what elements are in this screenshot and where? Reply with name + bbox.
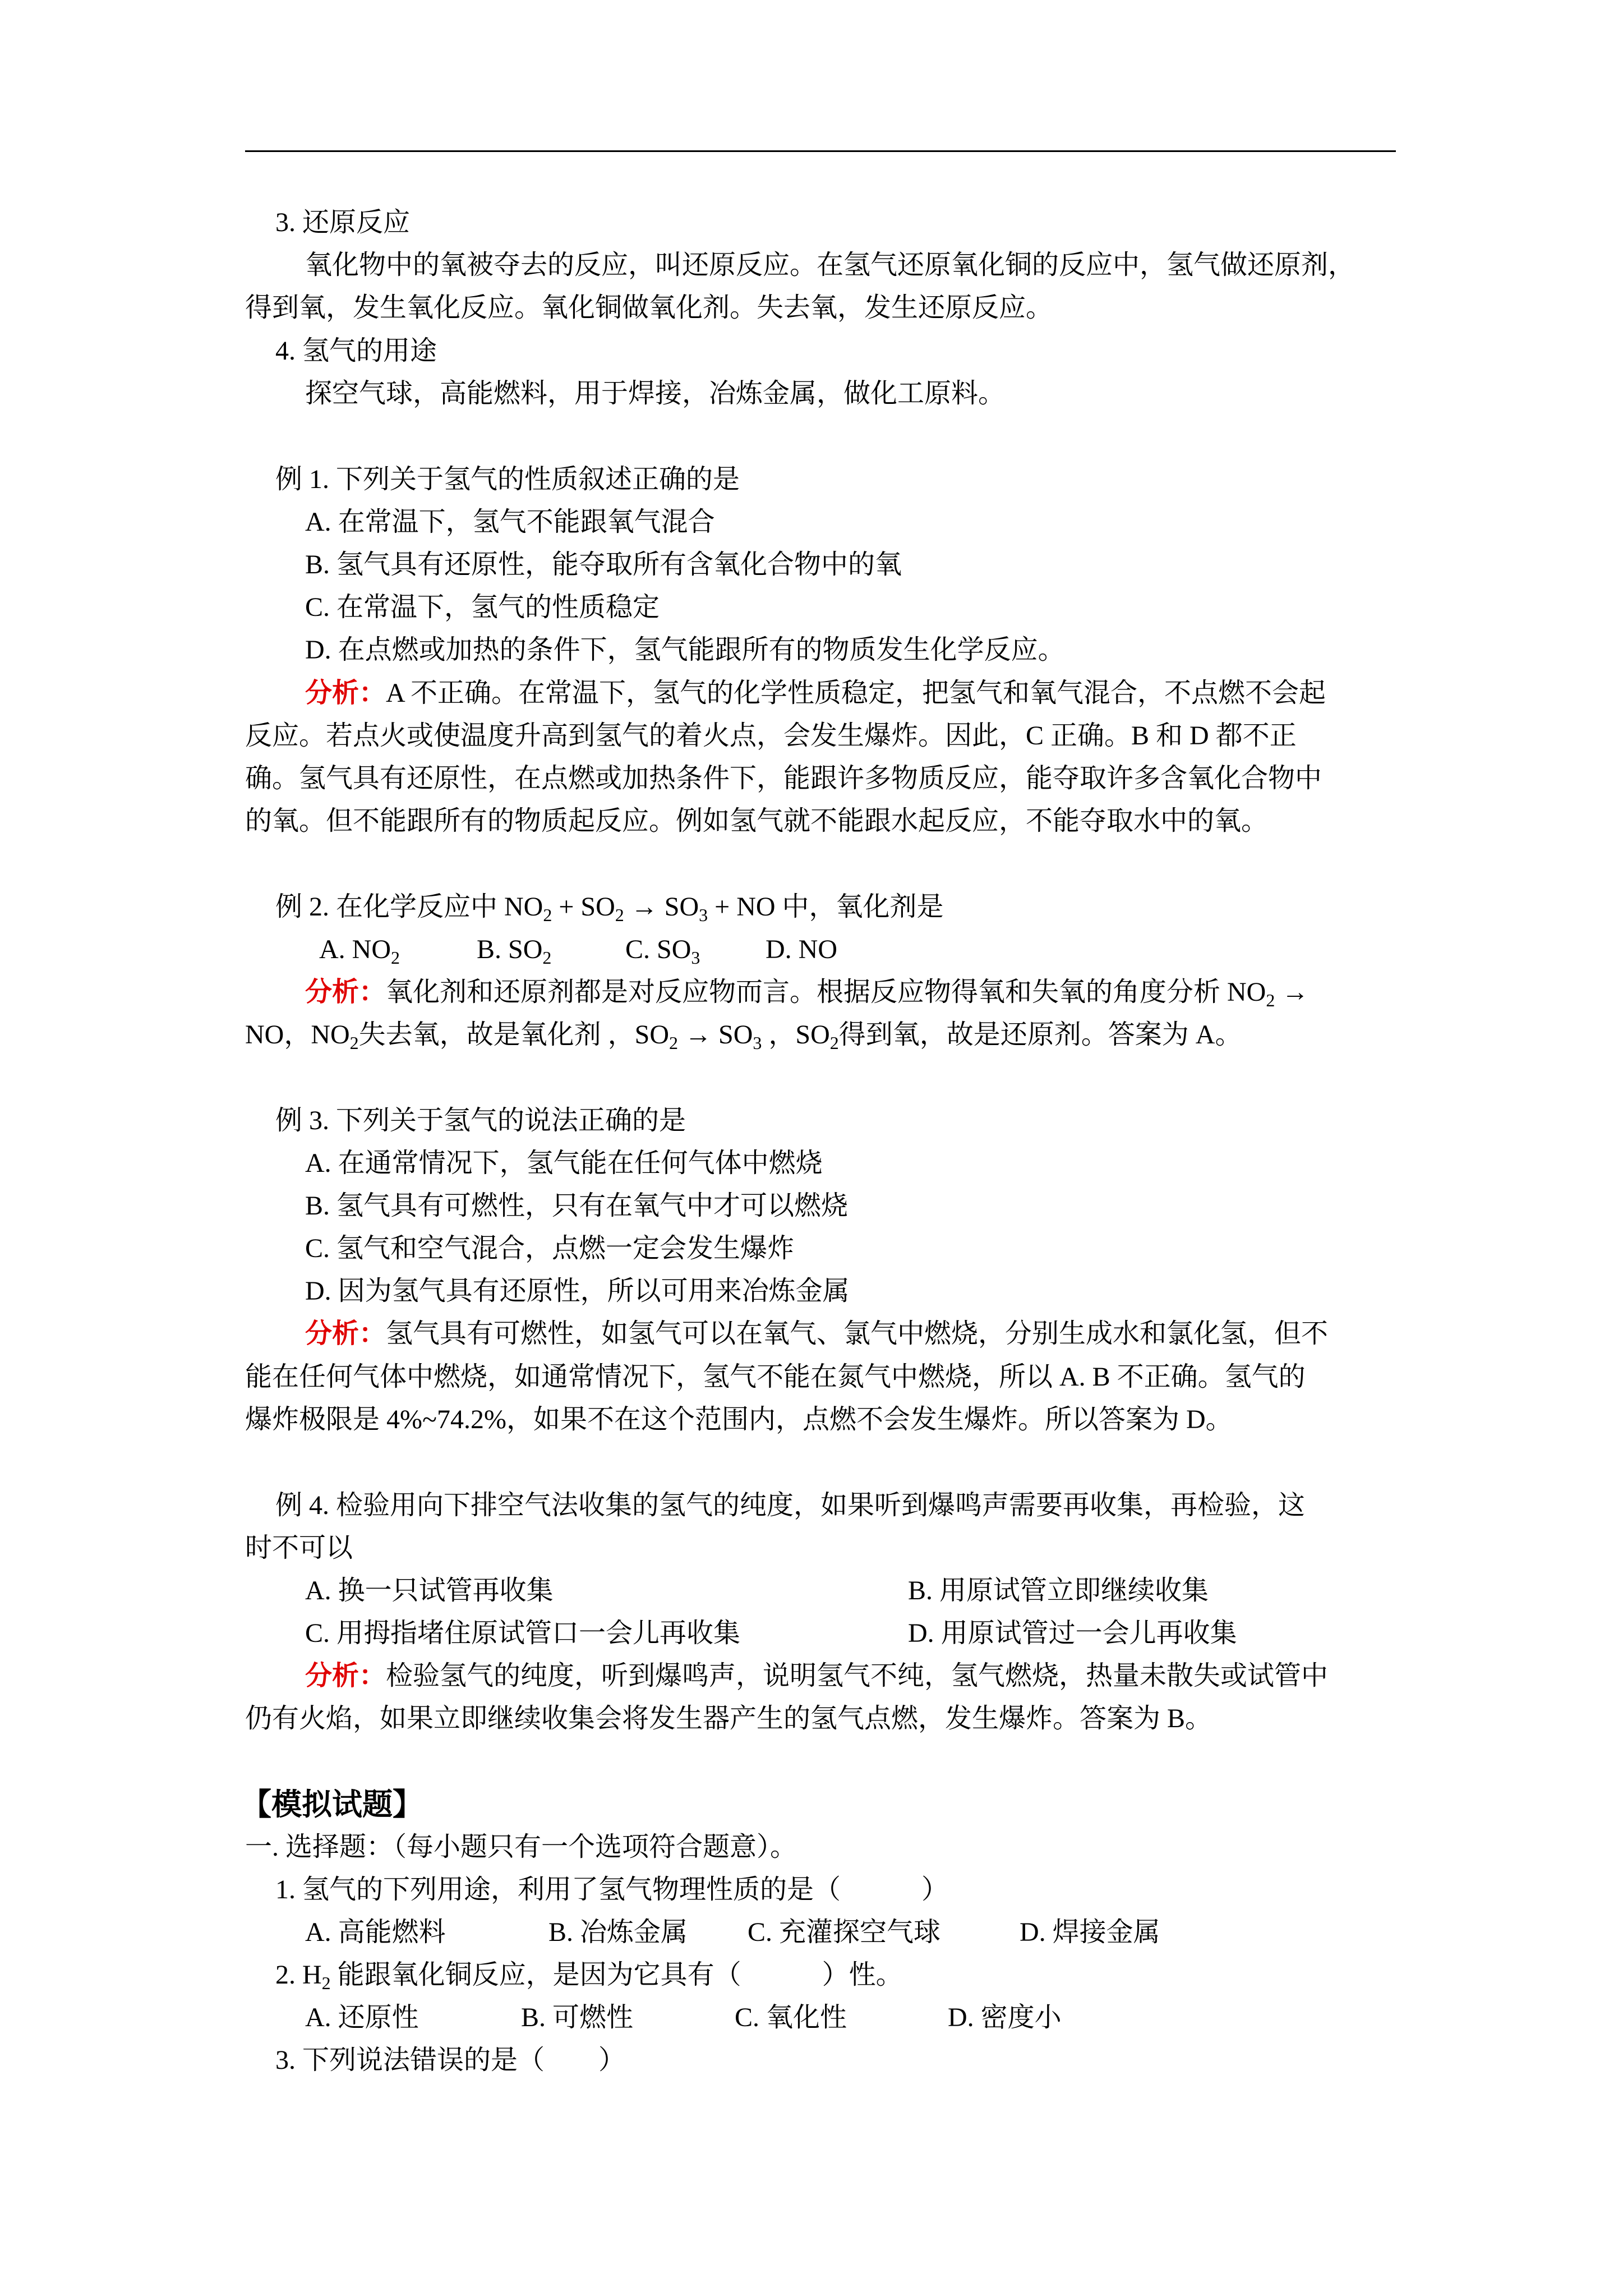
- analysis-line: 的氧。但不能跟所有的物质起反应。例如氢气就不能跟水起反应，不能夺取水中的氧。: [245, 806, 1269, 836]
- option-c: C. 充灌探空气球: [748, 1917, 941, 1947]
- question: 3. 下列说法错误的是（ ）: [275, 2045, 626, 2075]
- option-a: A. $NO_2$: [319, 935, 400, 968]
- analysis-line: 反应。若点火或使温度升高到氢气的着火点，会发生爆炸。因此，C 正确。B 和 D 都不正: [245, 721, 1297, 751]
- option-b: B. 用原试管立即继续收集: [908, 1576, 1209, 1605]
- analysis-line: 分析：氧化剂和还原剂都是对反应物而言。根据反应物得氧和失氧的角度分析 $NO_2$ →: [305, 977, 1309, 1010]
- option-a: A. 在常温下，氢气不能跟氧气混合: [305, 507, 715, 537]
- option-b: B. 冶炼金属: [548, 1917, 688, 1947]
- option-d: D. 因为氢气具有还原性，所以可用来冶炼金属: [305, 1276, 850, 1306]
- analysis-line: 确。氢气具有还原性，在点燃或加热条件下，能跟许多物质反应，能夺取许多含氧化合物中: [245, 763, 1322, 793]
- question: 2. $H_2$ 能跟氧化铜反应，是因为它具有（ ）性。: [275, 1960, 903, 1993]
- option-c: C. 氧化性: [735, 2003, 847, 2032]
- analysis-label: 分析：: [305, 1319, 386, 1349]
- option-a: A. 高能燃料: [305, 1917, 446, 1947]
- analysis-label: 分析：: [305, 678, 386, 708]
- analysis-line: 分析：A 不正确。在常温下，氢气的化学性质稳定，把氢气和氧气混合，不点燃不会起: [305, 678, 1326, 708]
- question: 1. 氢气的下列用途，利用了氢气物理性质的是（ ）: [275, 1875, 949, 1904]
- option-d: D. 在点燃或加热的条件下，氢气能跟所有的物质发生化学反应。: [305, 635, 1065, 665]
- header-rule: [245, 150, 1396, 152]
- option-b: B. $SO_2$: [477, 935, 552, 968]
- paragraph-line: 氧化物中的氧被夺去的反应，叫还原反应。在氢气还原氧化铜的反应中，氢气做还原剂，: [305, 250, 1355, 280]
- option-c: C. 氢气和空气混合，点燃一定会发生爆炸: [305, 1234, 795, 1263]
- option-a: A. 还原性: [305, 2003, 419, 2032]
- paragraph-line: 探空气球，高能燃料，用于焊接，冶炼金属，做化工原料。: [305, 379, 1006, 408]
- option-b: B. 氢气具有还原性，能夺取所有含氧化合物中的氧: [305, 550, 902, 579]
- example-question: 例 1. 下列关于氢气的性质叙述正确的是: [275, 464, 740, 494]
- analysis-line: 能在任何气体中燃烧，如通常情况下，氢气不能在氮气中燃烧，所以 A. B 不正确。氢气的: [245, 1362, 1306, 1392]
- section-subtitle: 一. 选择题：（每小题只有一个选项符合题意）。: [245, 1832, 797, 1862]
- paragraph-line: 得到氧，发生氧化反应。氧化铜做氧化剂。失去氧，发生还原反应。: [245, 293, 1053, 323]
- example-question: 例 4. 检验用向下排空气法收集的氢气的纯度，如果听到爆鸣声需要再收集，再检验，这: [275, 1490, 1306, 1520]
- section-title: 【模拟试题】: [241, 1788, 423, 1821]
- analysis-line: 分析：氢气具有可燃性，如氢气可以在氧气、氯气中燃烧，分别生成水和氯化氢，但不: [305, 1319, 1329, 1349]
- section-heading: 4. 氢气的用途: [275, 336, 437, 366]
- option-c: C. 用拇指堵住原试管口一会儿再收集: [305, 1618, 741, 1648]
- section-heading: 3. 还原反应: [275, 208, 411, 237]
- option-c: C. 在常温下，氢气的性质稳定: [305, 592, 660, 622]
- analysis-line: 爆炸极限是 4%~74.2%，如果不在这个范围内，点燃不会发生爆炸。所以答案为 D。: [245, 1405, 1233, 1434]
- option-b: B. 可燃性: [521, 2003, 634, 2032]
- analysis-line: NO，$NO_2$失去氧，故是氧化剂 ，$SO_2 \to SO_3$ ，$SO_2$得到氧，故是还原剂。答案为 A。: [245, 1020, 1242, 1053]
- analysis-line: 分析：检验氢气的纯度，听到爆鸣声，说明氢气不纯，氢气燃烧，热量未散失或试管中: [305, 1661, 1329, 1691]
- example-question: 例 3. 下列关于氢气的说法正确的是: [275, 1106, 686, 1135]
- option-d: D. 用原试管过一会儿再收集: [908, 1618, 1237, 1648]
- option-a: A. 在通常情况下，氢气能在任何气体中燃烧: [305, 1148, 823, 1178]
- option-d: D. 密度小: [948, 2003, 1062, 2032]
- example-question: 例 2. 在化学反应中 $NO_2 + SO_2 \to SO_3$ + NO 中，氧化剂是: [275, 892, 944, 925]
- example-question-cont: 时不可以: [245, 1533, 353, 1563]
- option-b: B. 氢气具有可燃性，只有在氧气中才可以燃烧: [305, 1191, 849, 1221]
- option-c: C. $SO_3$: [625, 935, 700, 968]
- analysis-label: 分析：: [305, 1661, 386, 1691]
- analysis-line: 仍有火焰，如果立即继续收集会将发生器产生的氢气点燃，发生爆炸。答案为 B。: [245, 1704, 1212, 1733]
- option-d: D. 焊接金属: [1020, 1917, 1160, 1947]
- analysis-label: 分析：: [305, 977, 386, 1007]
- option-a: A. 换一只试管再收集: [305, 1576, 554, 1605]
- option-d: D. NO: [766, 935, 837, 964]
